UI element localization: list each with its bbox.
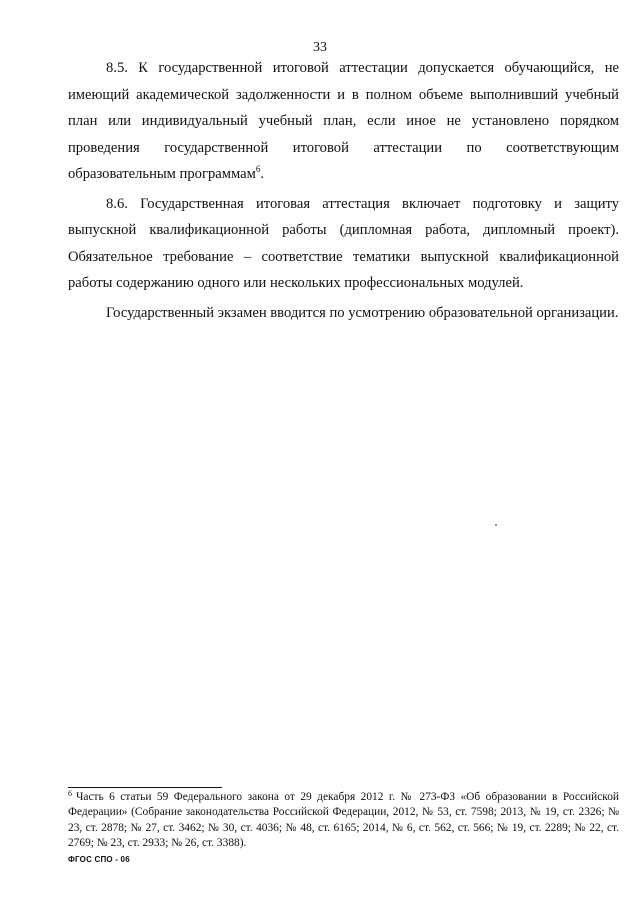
footnote-reference[interactable]: 6	[255, 164, 261, 174]
paragraph-state-exam: Государственный экзамен вводится по усмотрению образовательной организации.	[106, 304, 619, 321]
paragraph-8-5-text: 8.5. К государственной итоговой аттестации допускается обучающийся, не имеющий академической задолженности и в полном объеме выполнивший учебный план или индивидуальный учебный план, если иное не установлено порядком проведения государственной итоговой аттестации по соответствующим образовательным программам	[68, 60, 619, 182]
page-number: 33	[313, 40, 327, 55]
paragraph-8-5-tail: .	[260, 166, 264, 182]
paragraph-8-6: 8.6. Государственная итоговая аттестация включает подготовку и защиту выпускной квалификационной работы (дипломная работа, дипломный проект). Обязательное требование – соответствие тематики выпускной квалификационной работы содержанию одного или нескольких профессиональных модулей.	[68, 195, 619, 291]
paragraph-8-5	[68, 55, 619, 188]
scan-speck	[495, 524, 497, 526]
document-code: ФГОС СПО - 06	[68, 855, 130, 864]
footnote-separator	[68, 787, 222, 788]
footnote-mark: 6	[68, 789, 72, 798]
body-text	[68, 55, 619, 329]
footnote-text: Часть 6 статьи 59 Федерального закона от 29 декабря 2012 г. № 273-ФЗ «Об образовании в Российской Федерации» (Собрание законодательства Российской Федерации, 2012, № 53, ст. 7598; 2013, № 19, ст. 2326; № 23, ст. 2878; № 27, ст. 3462; № 30, ст. 4036; № 48, ст. 6165; 2014, № 6, ст. 562, ст. 566; № 19, ст. 2289; № 22, ст. 2769; № 23, ст. 2933; № 26, ст. 3388).	[68, 791, 619, 850]
footnote	[68, 790, 619, 852]
